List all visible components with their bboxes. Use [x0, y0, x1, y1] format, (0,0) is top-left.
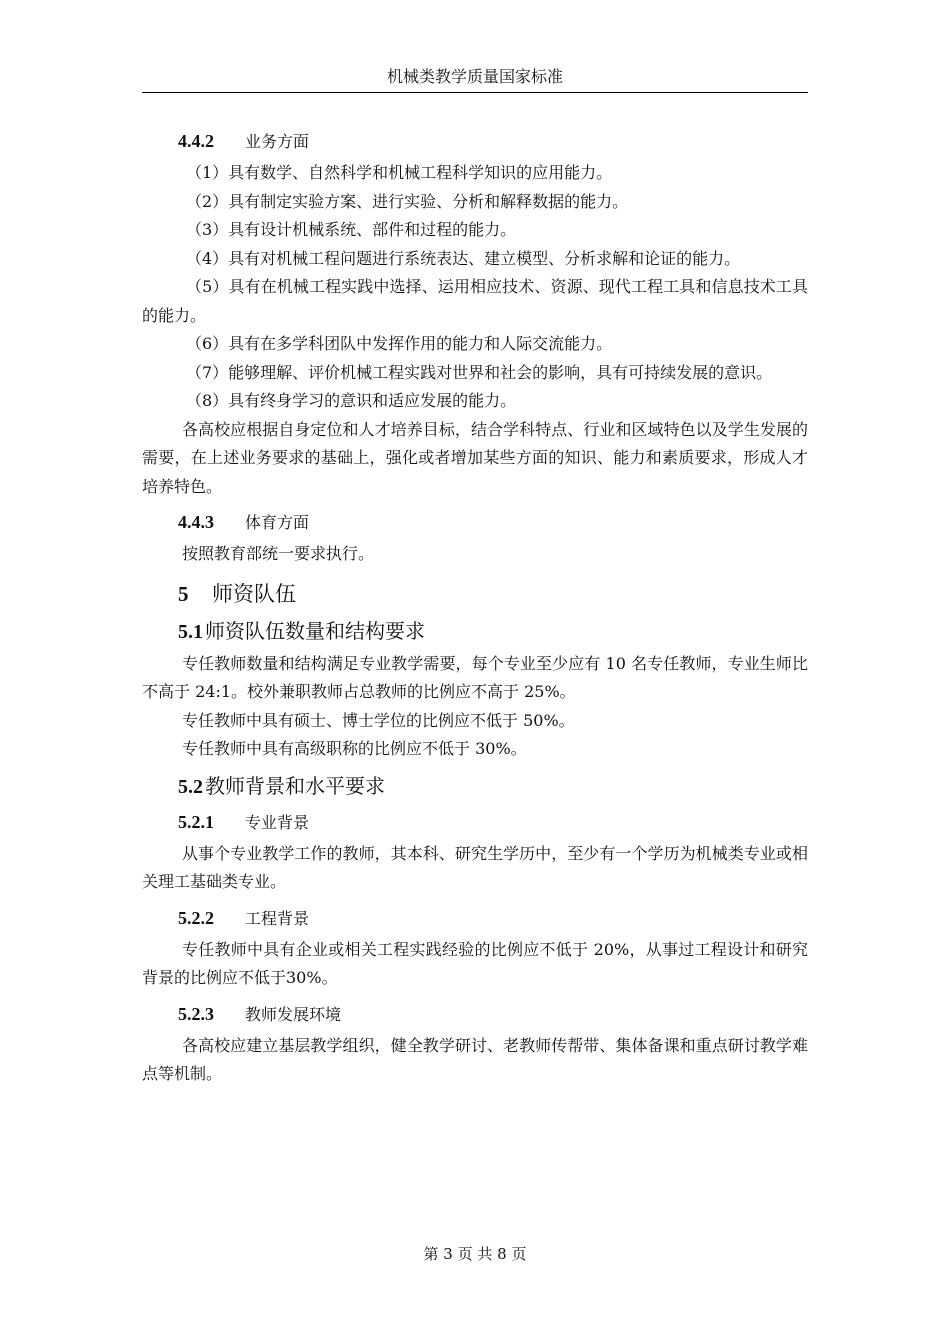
heading-5-1 [178, 617, 808, 646]
section-number: 5.2.1 [178, 811, 214, 832]
section-number: 4.4.2 [178, 131, 214, 151]
heading-5-2 [178, 772, 808, 801]
list-item: （4）具有对机械工程问题进行系统表达、建立模型、分析求解和论证的能力。 [186, 248, 741, 268]
paragraph: 专任教师中具有硕士、博士学位的比例应不低于 50%。 [182, 710, 575, 730]
list-item: （6）具有在多学科团队中发挥作用的能力和人际交流能力。 [186, 334, 613, 353]
section-number: 5 [178, 581, 189, 606]
heading-5-2-2 [178, 905, 808, 932]
page-content [142, 120, 808, 1089]
paragraph: 从事个专业教学工作的教师，其本科、研究生学历中，至少有一个学历为机械类专业或相关理工基础类专业。 [142, 843, 808, 891]
section-title: 业务方面 [245, 132, 310, 151]
heading-4-4-2 [178, 128, 808, 155]
section-title: 教师发展环境 [245, 1004, 342, 1024]
list-item: （3）具有设计机械系统、部件和过程的能力。 [186, 220, 517, 239]
paragraph: 按照教育部统一要求执行。 [182, 544, 375, 563]
list-item: （8）具有终身学习的意识和适应发展的能力。 [186, 391, 517, 410]
list-item: （1）具有数学、自然科学和机械工程科学知识的应用能力。 [186, 163, 613, 182]
page-footer: 第 3 页 共 8 页 [423, 1245, 527, 1263]
section-title: 专业背景 [245, 812, 310, 832]
heading-4-4-3 [178, 509, 808, 536]
section-title: 师资队伍数量和结构要求 [205, 618, 425, 643]
section-title: 体育方面 [245, 513, 310, 532]
running-header: 机械类教学质量国家标准 [386, 67, 563, 86]
section-number: 5.2 [178, 775, 203, 798]
section-number: 5.1 [178, 620, 203, 643]
paragraph: 专任教师中具有企业或相关工程实践经验的比例应不低于 20%，从事过工程设计和研究背景的比例应不低于30%。 [142, 939, 808, 987]
paragraph: 各高校应根据自身定位和人才培养目标，结合学科特点、行业和区域特色以及学生发展的需要，在上述业务要求的基础上，强化或者增加某些方面的知识、能力和素质要求，形成人才培养特色。 [142, 419, 808, 496]
section-number: 4.4.3 [178, 512, 214, 532]
header-rule [142, 92, 808, 93]
heading-5 [178, 579, 808, 609]
section-number: 5.2.3 [178, 1003, 214, 1024]
section-title: 师资队伍 [212, 581, 296, 606]
paragraph: 各高校应建立基层教学组织，健全教学研讨、老教师传帮带、集体备课和重点研讨教学难点等机制。 [142, 1035, 808, 1083]
paragraph: 专任教师数量和结构满足专业教学需要，每个专业至少应有 10 名专任教师，专业生师比不高于 24:1。校外兼职教师占总教师的比例应不高于 25%。 [142, 653, 808, 701]
section-title: 教师背景和水平要求 [205, 773, 385, 798]
heading-5-2-1 [178, 809, 808, 836]
section-title: 工程背景 [245, 908, 310, 928]
list-item: （5）具有在机械工程实践中选择、运用相应技术、资源、现代工程工具和信息技术工具的能力。 [142, 277, 808, 325]
paragraph: 专任教师中具有高级职称的比例应不低于 30%。 [182, 739, 527, 758]
list-item: （7）能够理解、评价机械工程实践对世界和社会的影响，具有可持续发展的意识。 [186, 362, 773, 382]
section-number: 5.2.2 [178, 907, 214, 928]
heading-5-2-3 [178, 1001, 808, 1028]
list-item: （2）具有制定实验方案、进行实验、分析和解释数据的能力。 [186, 191, 629, 211]
